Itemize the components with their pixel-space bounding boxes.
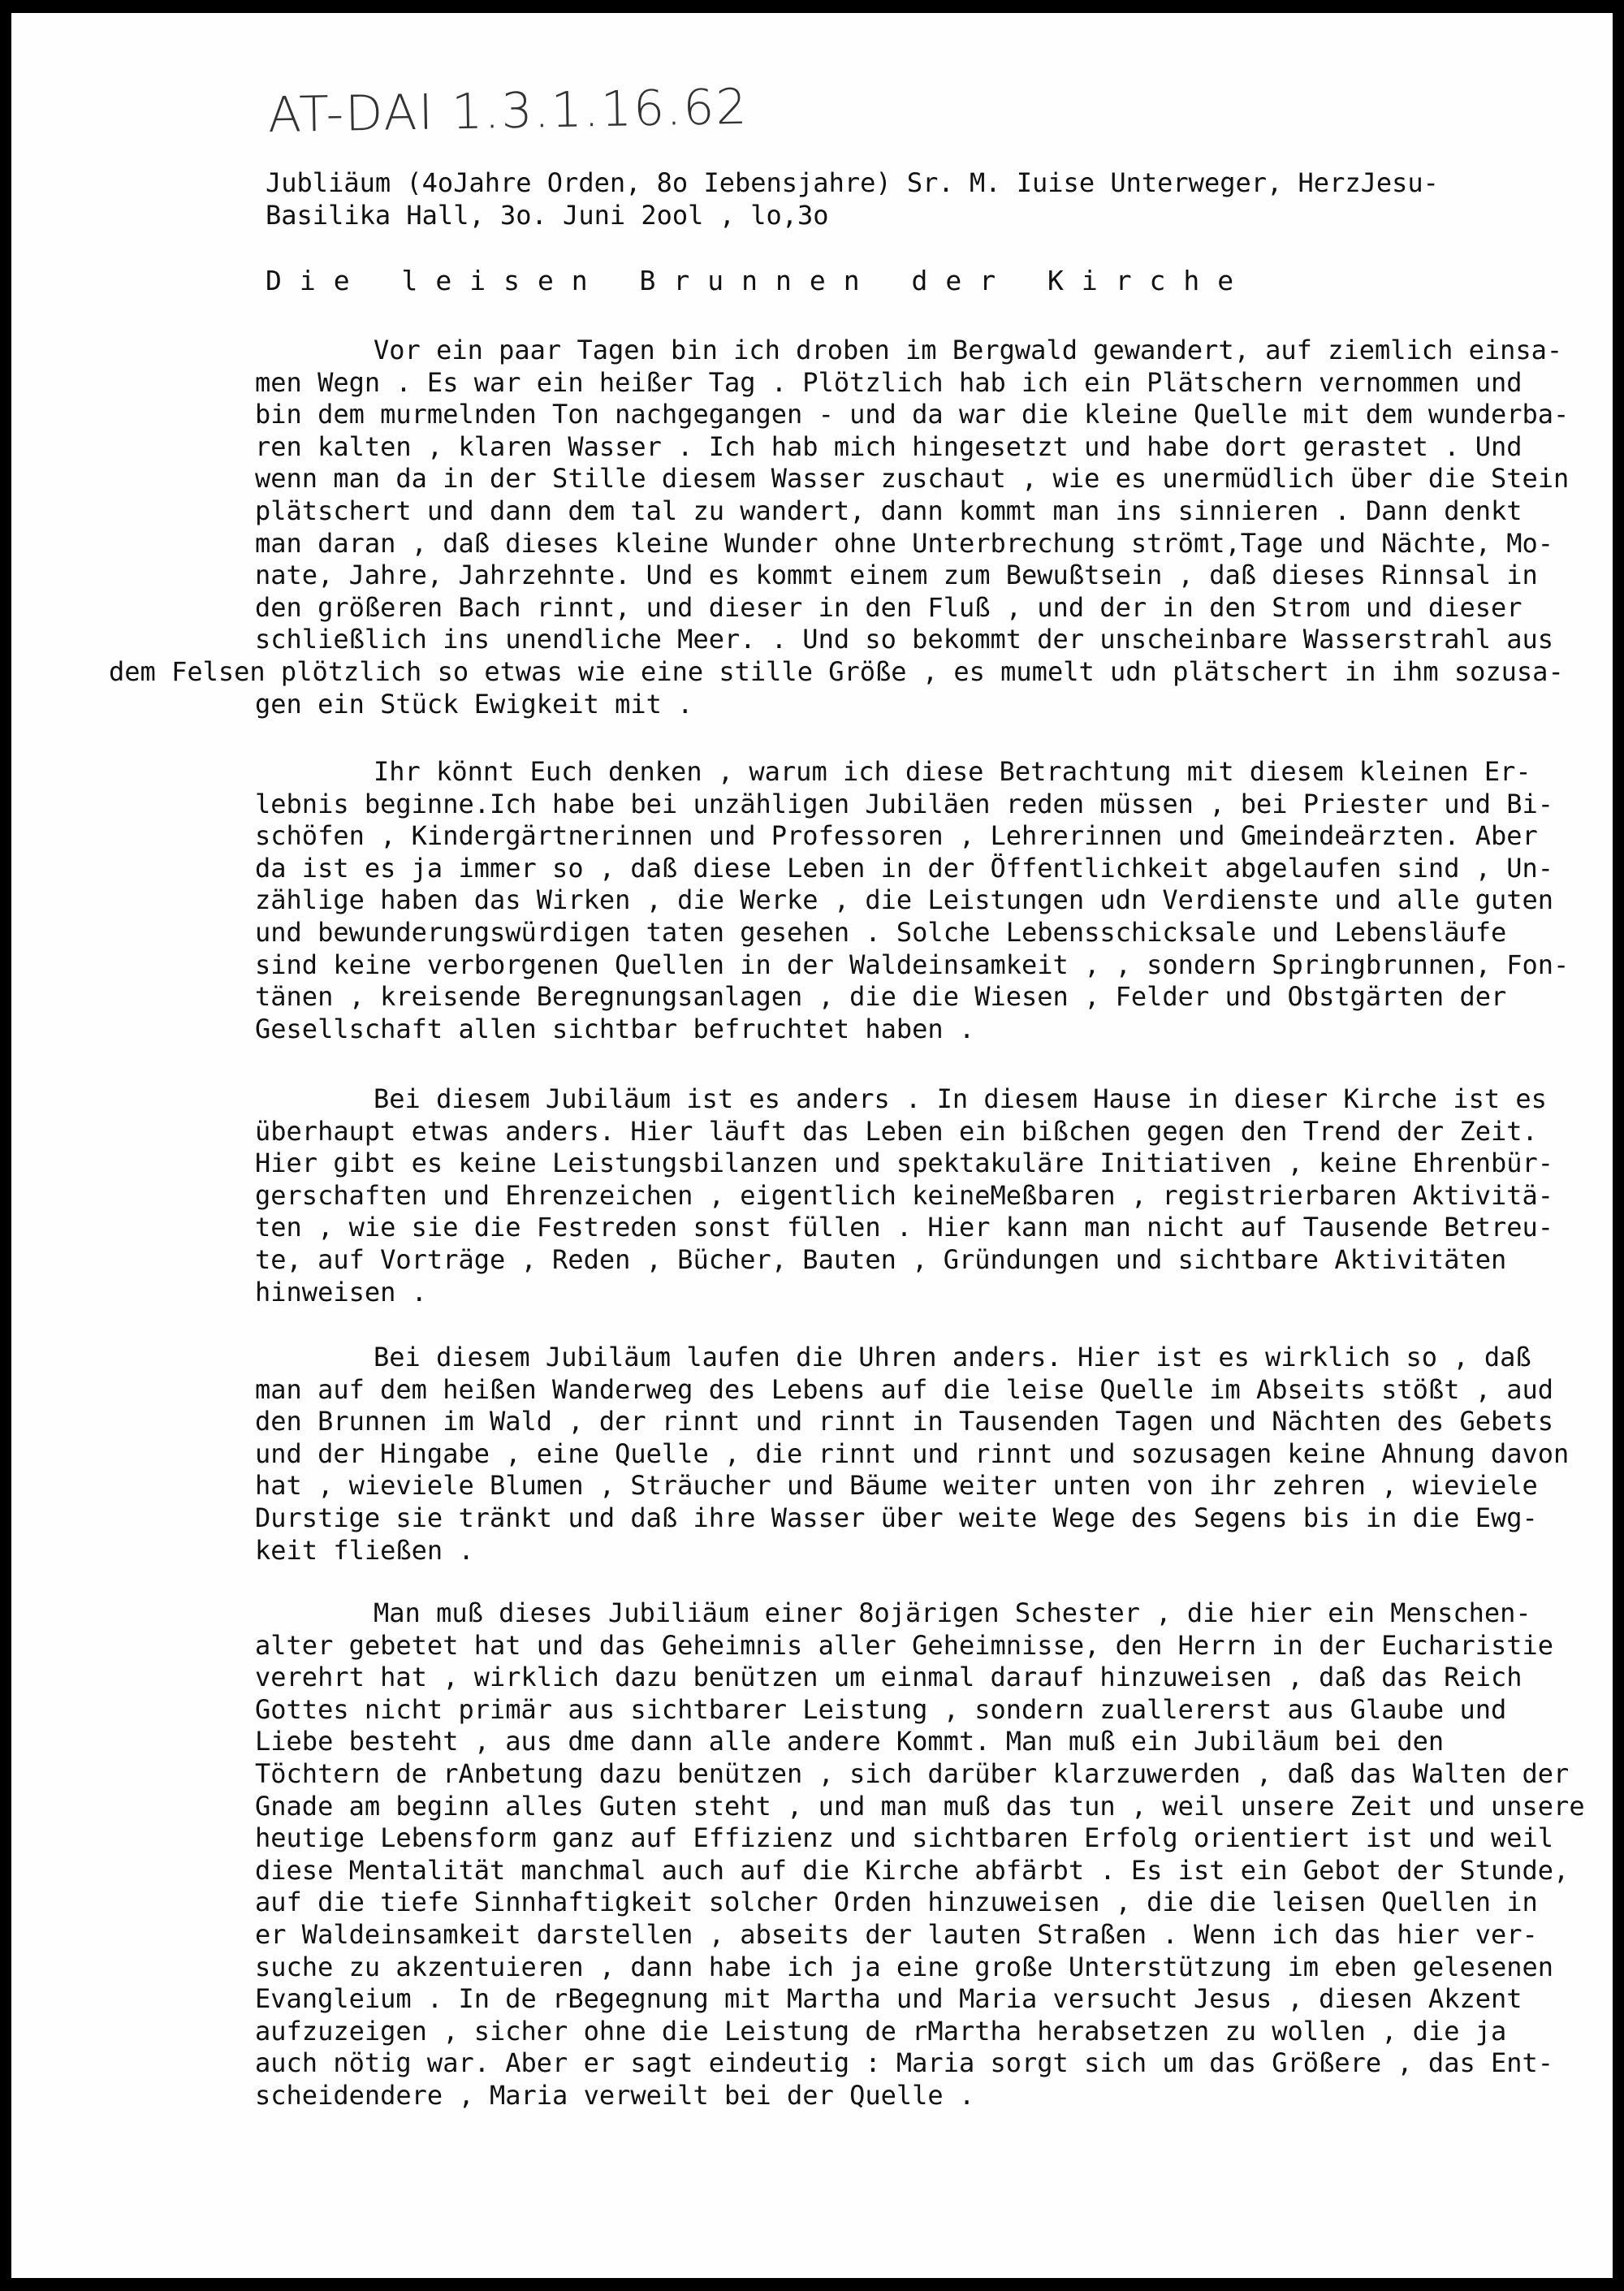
paragraph-line: den Brunnen im Wald , der rinnt und rinnt in Tausenden Tagen und Nächten des Gebets (255, 1406, 1554, 1437)
paragraph-line: Hier gibt es keine Leistungsbilanzen und spektakuläre Initiativen , keine Ehrenbür- (255, 1148, 1554, 1179)
paragraph-line: nate, Jahre, Jahrzehnte. Und es kommt einem zum Bewußtsein , daß dieses Rinnsal in (255, 560, 1538, 591)
paragraph-line: er Waldeinsamkeit darstellen , abseits der lauten Straßen . Wenn ich das hier ver- (255, 1918, 1538, 1950)
document-title: Die leisen Brunnen der Kirche (266, 265, 1252, 296)
paragraph-line: gerschaften und Ehrenzeichen , eigentlich keineMeßbaren , registrierbaren Aktivitä- (255, 1179, 1554, 1211)
paragraph-line: verehrt hat , wirklich dazu benützen um einmal darauf hinzuweisen , daß das Reich (255, 1662, 1522, 1693)
paragraph-line: lebnis beginne.Ich habe bei unzähligen Jubiläen reden müssen , bei Priester und Bi- (255, 788, 1554, 819)
paragraph-line: Durstige sie tränkt und daß ihre Wasser über weite Wege des Segens bis in die Ewg- (255, 1502, 1538, 1533)
paragraph-3 (255, 1083, 1587, 1308)
paragraph-line: ren kalten , klaren Wasser . Ich hab mich hingesetzt und habe dort gerastet . Und (255, 430, 1522, 462)
paragraph-line: überhaupt etwas anders. Hier läuft das Leben ein bißchen gegen den Trend der Zeit. (255, 1115, 1538, 1147)
paragraph-line: Bei diesem Jubiläum laufen die Uhren anders. Hier ist es wirklich so , daß (374, 1342, 1531, 1372)
paragraph-5 (255, 1597, 1587, 2112)
paragraph-line: men Wegn . Es war ein heißer Tag . Plötzlich hab ich ein Plätschern vernommen und (255, 366, 1522, 398)
paragraph-line: bin dem murmelnden Ton nachgegangen - und da war die kleine Quelle mit dem wunderba- (255, 399, 1570, 430)
paragraph-line: Gnade am beginn alles Guten steht , und man muß das tun , weil unsere Zeit und unsere (255, 1790, 1585, 1822)
paragraph-line: dem Felsen plötzlich so etwas wie eine stille Größe , es mumelt udn plätschert in ihm sozusa- (109, 655, 1564, 687)
paragraph-4 (255, 1342, 1587, 1567)
paragraph-line: schließlich ins unendliche Meer. . Und so bekommt der unscheinbare Wasserstrahl aus (255, 624, 1554, 655)
paragraph-line: hat , wieviele Blumen , Sträucher und Bäume weiter unten von ihr zehren , wieviele (255, 1470, 1538, 1502)
paragraph-line: Evangleium . In de rBegegnung mit Martha und Maria versucht Jesus , diesen Akzent (255, 1983, 1522, 2015)
paragraph-line: diese Mentalität manchmal auch auf die Kirche abfärbt . Es ist ein Gebot der Stunde, (255, 1854, 1570, 1886)
paragraph-line: Man muß dieses Jubiliäum einer 8ojärigen Schester , die hier ein Menschen- (374, 1597, 1531, 1628)
header-line-2: Basilika Hall, 3o. Juni 2ool , lo,3o (266, 200, 829, 231)
paragraph-line: Ihr könnt Euch denken , warum ich diese Betrachtung mit diesem kleinen Er- (374, 756, 1531, 787)
paragraph-line: und bewunderungswürdigen taten gesehen . Solche Lebensschicksale und Lebensläufe (255, 916, 1507, 948)
paragraph-line: auch nötig war. Aber er sagt eindeutig : Maria sorgt sich um das Größere , das Ent- (255, 2047, 1554, 2079)
paragraph-line: schöfen , Kindergärtnerinnen und Professoren , Lehrerinnen und Gmeindeärzten. Aber (255, 820, 1538, 852)
paragraph-line: man daran , daß dieses kleine Wunder ohne Unterbrechung strömt,Tage und Nächte, Mo- (255, 527, 1554, 559)
paragraph-line: keit fließen . (255, 1534, 474, 1566)
paragraph-line: Gottes nicht primär aus sichtbarer Leistung , sondern zuallererst aus Glaube und (255, 1693, 1507, 1725)
header-line-1: Jubliäum (4oJahre Orden, 8o Iebensjahre) Sr. M. Iuise Unterweger, HerzJesu- (266, 167, 1439, 198)
paragraph-line: Töchtern de rAnbetung dazu benützen , sich darüber klarzuwerden , daß das Walten der (255, 1757, 1570, 1789)
paragraph-line: tänen , kreisende Beregnungsanlagen , die die Wiesen , Felder und Obstgärten der (255, 981, 1507, 1013)
paragraph-1 (109, 335, 1587, 720)
paragraph-line: auf die tiefe Sinnhaftigkeit solcher Orden hinzuweisen , die die leisen Quellen in (255, 1887, 1538, 1918)
archive-reference-handwritten: AT-DAI 1.3.1.16.62 (267, 78, 749, 145)
paragraph-line: Bei diesem Jubiläum ist es anders . In diesem Hause in dieser Kirche ist es (374, 1083, 1547, 1114)
paragraph-line: und der Hingabe , eine Quelle , die rinnt und rinnt und sozusagen keine Ahnung davon (255, 1437, 1570, 1469)
paragraph-line: hinweisen . (255, 1276, 427, 1308)
paragraph-2 (255, 756, 1587, 1045)
paragraph-line: man auf dem heißen Wanderweg des Lebens auf die leise Quelle im Abseits stößt , aud (255, 1373, 1554, 1405)
paragraph-line: wenn man da in der Stille diesem Wasser zuschaut , wie es unermüdlich über die Stein (255, 463, 1570, 495)
paragraph-line: Gesellschaft allen sichtbar befruchtet haben . (255, 1013, 975, 1044)
paragraph-line: ten , wie sie die Festreden sonst füllen . Hier kann man nicht auf Tausende Betreu- (255, 1212, 1554, 1243)
paragraph-line: scheidendere , Maria verweilt bei der Quelle . (255, 2079, 975, 2111)
paragraph-line: den größeren Bach rinnt, und dieser in den Fluß , und der in den Strom und dieser (255, 591, 1522, 623)
paragraph-line: da ist es ja immer so , daß diese Leben in der Öffentlichkeit abgelaufen sind , Un- (255, 852, 1554, 884)
paragraph-line: sind keine verborgenen Quellen in der Waldeinsamkeit , , sondern Springbrunnen, Fon- (255, 949, 1570, 980)
paragraph-line: plätschert und dann dem tal zu wandert, dann kommt man ins sinnieren . Dann denkt (255, 495, 1522, 526)
paragraph-line: te, auf Vorträge , Reden , Bücher, Bauten , Gründungen und sichtbare Aktivitäten (255, 1243, 1507, 1275)
paragraph-line: Liebe besteht , aus dme dann alle andere Kommt. Man muß ein Jubiläum bei den (255, 1726, 1445, 1757)
paragraph-line: Vor ein paar Tagen bin ich droben im Bergwald gewandert, auf ziemlich einsa- (374, 335, 1563, 365)
paragraph-line: alter gebetet hat und das Geheimnis aller Geheimnisse, den Herrn in der Eucharistie (255, 1629, 1554, 1661)
paragraph-line: heutige Lebensform ganz auf Effizienz und sichtbaren Erfolg orientiert ist und weil (255, 1822, 1554, 1854)
paragraph-line: zählige haben das Wirken , die Werke , die Leistungen udn Verdienste und alle guten (255, 884, 1554, 916)
paragraph-line: aufzuzeigen , sicher ohne die Leistung de rMartha herabsetzen zu wollen , die ja (255, 2015, 1507, 2047)
paragraph-line: gen ein Stück Ewigkeit mit . (255, 688, 693, 720)
document-page (11, 13, 1613, 2278)
paragraph-line: suche zu akzentuieren , dann habe ich ja eine große Unterstützung im eben gelesenen (255, 1951, 1554, 1982)
